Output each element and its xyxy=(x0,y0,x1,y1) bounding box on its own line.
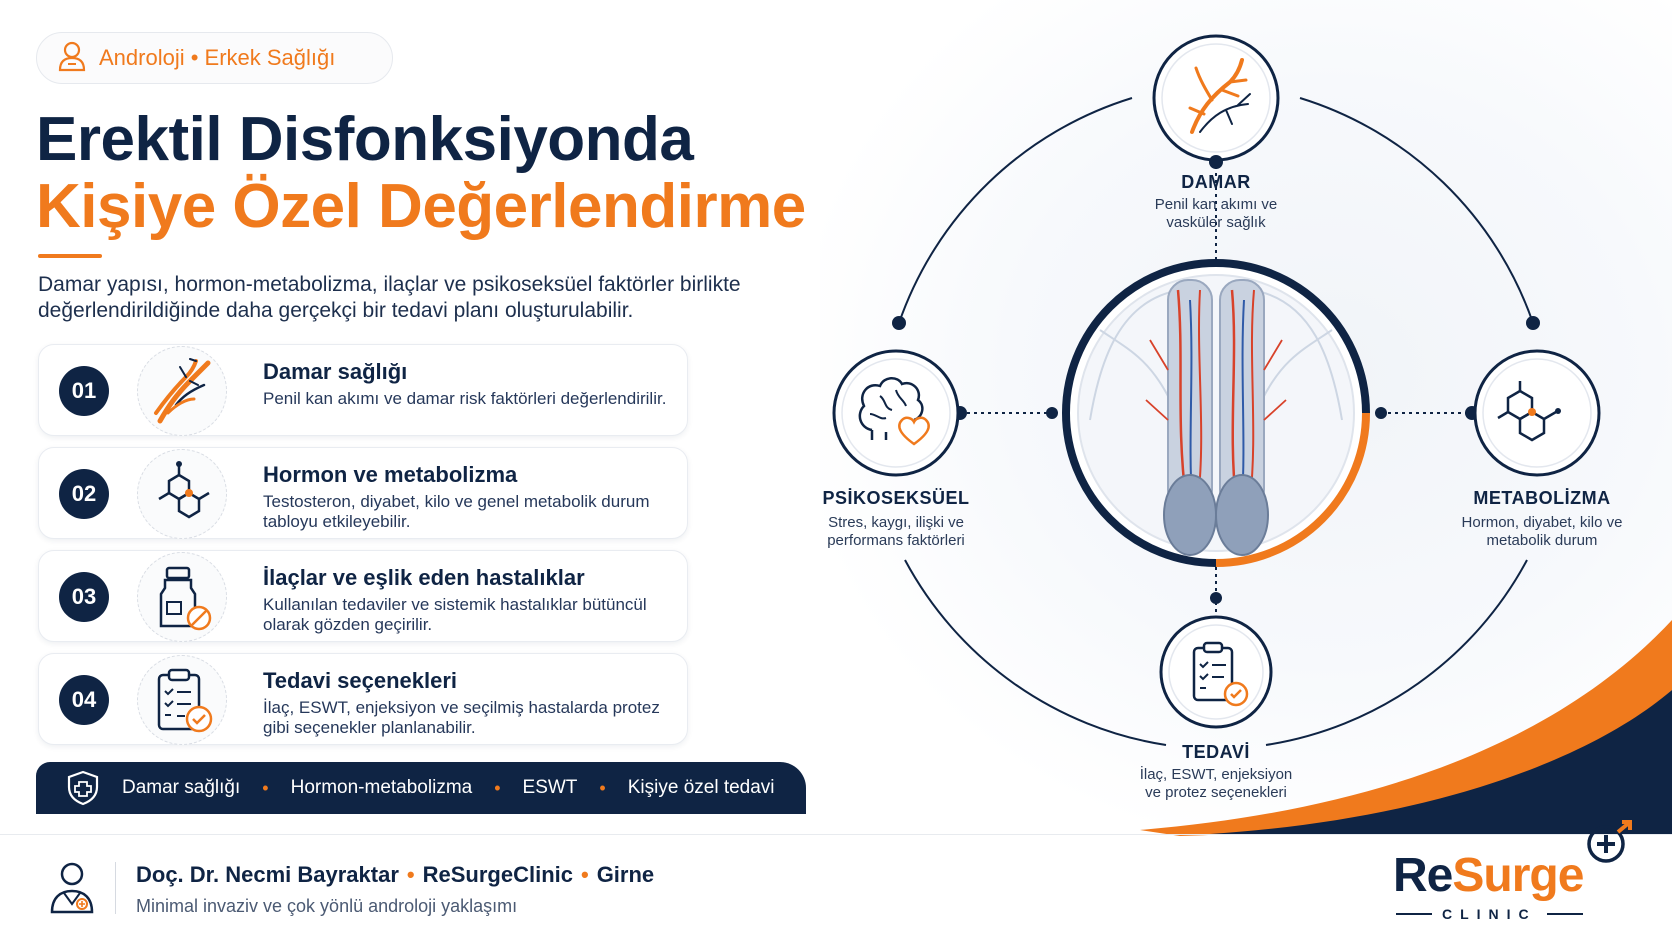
clinic-name: ReSurgeClinic xyxy=(422,862,573,887)
summary-item: Hormon-metabolizma xyxy=(290,777,473,798)
node-desc-psychosexual: Stres, kaygı, ilişki ve performans faktörleri xyxy=(827,514,965,549)
summary-bar: Damar sağlığı • Hormon-metabolizma • ESWT • Kişiye özel tedavi xyxy=(36,762,806,814)
item-title: İlaçlar ve eşlik eden hastalıklar xyxy=(263,565,585,590)
page-subtitle: Kişiye Özel Değerlendirme xyxy=(36,172,806,241)
city-name: Girne xyxy=(596,862,655,887)
node-label-vascular: DAMAR xyxy=(1181,172,1251,192)
ring-node-dot xyxy=(892,316,906,330)
node-psychosexual xyxy=(834,351,958,475)
node-desc-metabolism: Hormon, diyabet, kilo ve metabolik durum xyxy=(1461,514,1623,549)
node-metabolism xyxy=(1475,351,1599,475)
resurge-logo: ReSurge xyxy=(1393,849,1584,902)
footer-divider xyxy=(0,834,1672,835)
item-description: Testosteron, diyabet, kilo ve genel metabolik durum tabloyu etkileyebilir. xyxy=(263,492,650,531)
node-treatment xyxy=(1161,617,1271,727)
item-number: 04 xyxy=(59,675,109,725)
node-label-treatment: TEDAVİ xyxy=(1182,742,1250,762)
intro-text: Damar yapısı, hormon-metabolizma, ilaçlar ve psikoseksüel faktörler birlikte değerlendirildiğinde daha gerçekçi bir tedavi planı oluşturulabilir. xyxy=(38,273,741,322)
item-description: İlaç, ESWT, enjeksiyon ve seçilmiş hastalarda protez gibi seçenekler planlanabilir. xyxy=(263,698,660,737)
item-number: 01 xyxy=(59,366,109,416)
summary-item: ESWT xyxy=(522,777,578,798)
summary-item: Kişiye özel tedavi xyxy=(627,777,775,798)
summary-item: Damar sağlığı xyxy=(122,777,241,798)
item-title: Tedavi seçenekleri xyxy=(263,668,458,693)
item-title: Hormon ve metabolizma xyxy=(263,462,518,487)
logo-clinic-text: CLINIC xyxy=(1396,906,1606,922)
footer-subtitle: Minimal invaziv ve çok yönlü androloji yaklaşımı xyxy=(136,896,518,916)
category-tag-text: Androloji • Erkek Sağlığı xyxy=(99,45,336,70)
page-title: Erektil Disfonksiyonda xyxy=(36,105,694,174)
item-number: 03 xyxy=(59,572,109,622)
footer-credit: Doç. Dr. Necmi Bayraktar • ReSurgeClinic • Girne xyxy=(136,862,655,887)
item-description: Penil kan akımı ve damar risk faktörleri değerlendirilir. xyxy=(263,389,667,408)
node-desc-treatment: İlaç, ESWT, enjeksiyon ve protez seçenekleri xyxy=(1139,766,1293,801)
logo-plus-arrow-icon xyxy=(1584,818,1636,868)
doctor-name: Doç. Dr. Necmi Bayraktar xyxy=(136,862,399,887)
footer-separator xyxy=(115,862,116,914)
node-label-metabolism: METABOLİZMA xyxy=(1473,488,1611,508)
node-label-psychosexual: PSİKOSEKSÜEL xyxy=(822,488,970,508)
ring-node-dot xyxy=(1526,316,1540,330)
item-title: Damar sağlığı xyxy=(263,359,408,384)
item-number: 02 xyxy=(59,469,109,519)
node-desc-vascular: Penil kan akımı ve vasküler sağlık xyxy=(1154,196,1278,231)
doctor-icon xyxy=(48,860,96,919)
item-description: Kullanılan tedaviler ve sistemik hastalıklar bütüncül olarak gözden geçirilir. xyxy=(263,595,647,634)
node-vascular xyxy=(1154,36,1278,169)
